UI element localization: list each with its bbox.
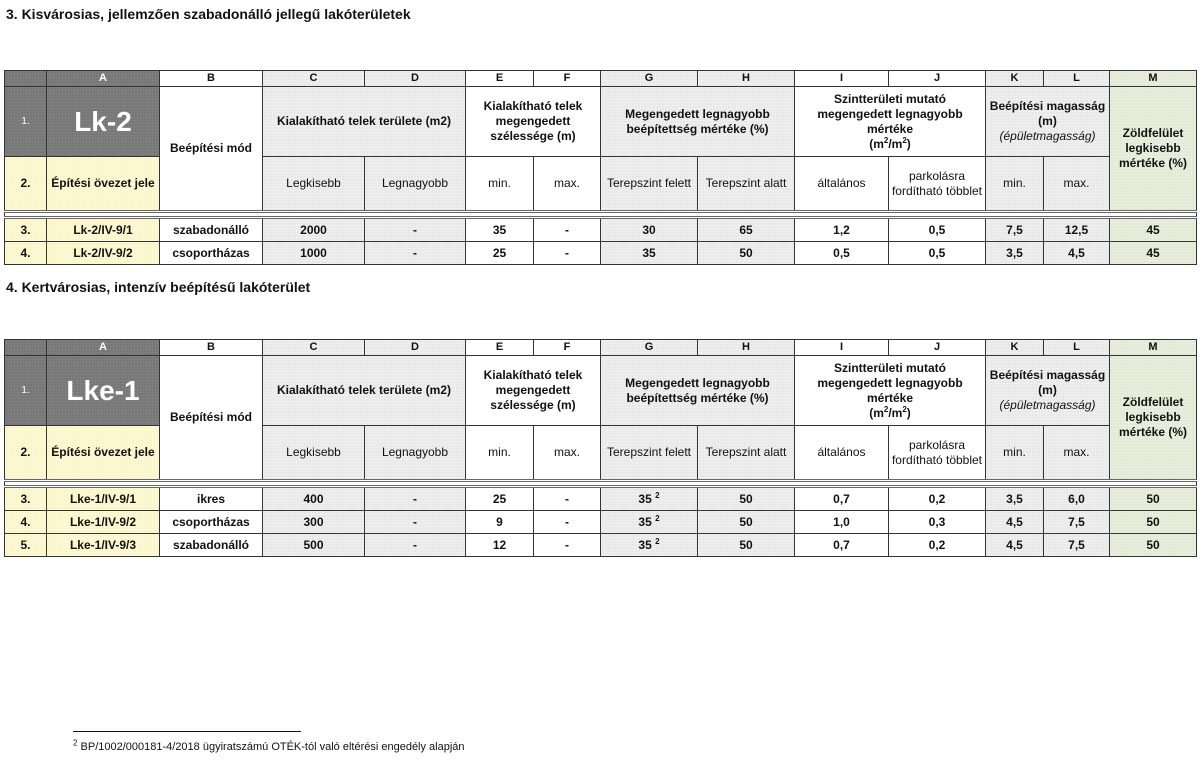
row-number: 3. xyxy=(5,218,47,242)
building-mode: szabadonálló xyxy=(160,218,263,242)
col-letter: D xyxy=(365,340,466,356)
green-area-header: Zöldfelület legkisebb mértéke (%) xyxy=(1110,87,1197,212)
row-number: 1. xyxy=(5,87,47,157)
building-mode-header: Beépítési mód xyxy=(160,356,263,481)
table-row xyxy=(5,534,1197,557)
min-width: 25 xyxy=(466,487,534,511)
sub-header: Terepszint felett xyxy=(601,426,698,481)
max-area: - xyxy=(365,534,466,557)
col-letter: D xyxy=(365,71,466,87)
col-letter: B xyxy=(160,71,263,87)
sub-header: Legkisebb xyxy=(263,426,365,481)
plot-width-header: Kialakítható telek megengedett szélessége (m) xyxy=(466,356,601,426)
coverage-above: 35 xyxy=(601,242,698,265)
zone-id: Lke-1/IV-9/3 xyxy=(47,534,160,557)
sub-header: min. xyxy=(986,426,1044,481)
section-title-lk2: 3. Kisvárosias, jellemzően szabadonálló jellegű lakóterületek xyxy=(6,6,411,22)
row-number: 5. xyxy=(5,534,47,557)
floor-area-header xyxy=(795,87,986,157)
coverage-header: Megengedett legnagyobb beépítettség mértéke (%) xyxy=(601,87,795,157)
col-letter: H xyxy=(698,340,795,356)
col-letter: K xyxy=(986,340,1044,356)
green-min: 50 xyxy=(1110,487,1197,511)
floor-parking: 0,3 xyxy=(889,511,986,534)
height-subtitle: (épületmagasság) xyxy=(999,398,1096,412)
sub-header: Terepszint felett xyxy=(601,157,698,212)
sub-header: min. xyxy=(466,157,534,212)
zone-id: Lke-1/IV-9/2 xyxy=(47,511,160,534)
footnote-text: BP/1002/000181-4/2018 ügyiratszámú OTÉK-tól való eltérési engedély alapján xyxy=(80,741,465,753)
height-title: Beépítési magasság (m) xyxy=(989,99,1106,128)
floor-general: 0,7 xyxy=(795,534,889,557)
regulation-table-lk2 xyxy=(4,70,1197,265)
floor-area-header xyxy=(795,356,986,426)
zone-id: Lk-2/IV-9/1 xyxy=(47,218,160,242)
height-title: Beépítési magasság (m) xyxy=(989,368,1106,397)
min-width: 35 xyxy=(466,218,534,242)
col-letter: F xyxy=(534,340,601,356)
min-width: 12 xyxy=(466,534,534,557)
zone-id: Lke-1/IV-9/1 xyxy=(47,487,160,511)
floor-general: 1,2 xyxy=(795,218,889,242)
col-letter: A xyxy=(47,340,160,356)
height-max: 7,5 xyxy=(1044,511,1110,534)
coverage-header: Megengedett legnagyobb beépítettség mértéke (%) xyxy=(601,356,795,426)
building-mode-header: Beépítési mód xyxy=(160,87,263,212)
floor-area-unit: $(m^2/m^2)$ xyxy=(869,135,911,151)
row-number: 3. xyxy=(5,487,47,511)
min-width: 9 xyxy=(466,511,534,534)
building-mode: csoportházas xyxy=(160,242,263,265)
min-area: 500 xyxy=(263,534,365,557)
height-max: 6,0 xyxy=(1044,487,1110,511)
table-row xyxy=(5,511,1197,534)
plot-area-header: Kialakítható telek területe (m2) xyxy=(263,87,466,157)
table-row xyxy=(5,218,1197,242)
col-letter: F xyxy=(534,71,601,87)
building-mode: szabadonálló xyxy=(160,534,263,557)
col-letter: A xyxy=(47,71,160,87)
floor-area-title: Szintterületi mutató megengedett legnagyobb mértéke xyxy=(817,91,963,136)
sub-header: Legnagyobb xyxy=(365,426,466,481)
height-min: 4,5 xyxy=(986,534,1044,557)
max-area: - xyxy=(365,511,466,534)
plot-width-header: Kialakítható telek megengedett szélessége (m) xyxy=(466,87,601,157)
floor-parking: 0,2 xyxy=(889,487,986,511)
green-min: 50 xyxy=(1110,534,1197,557)
col-letter: C xyxy=(263,340,365,356)
height-max: 12,5 xyxy=(1044,218,1110,242)
min-area: 1000 xyxy=(263,242,365,265)
footnote-ref[interactable]: 2 xyxy=(655,536,660,546)
min-area: 400 xyxy=(263,487,365,511)
col-letter: K xyxy=(986,71,1044,87)
row-number: 2. xyxy=(5,426,47,481)
footnote xyxy=(73,738,465,753)
height-min: 7,5 xyxy=(986,218,1044,242)
height-max: 7,5 xyxy=(1044,534,1110,557)
max-area: - xyxy=(365,218,466,242)
height-subtitle: (épületmagasság) xyxy=(999,129,1096,143)
sub-header: max. xyxy=(534,157,601,212)
max-width: - xyxy=(534,534,601,557)
col-letter: M xyxy=(1110,340,1197,356)
min-area: 2000 xyxy=(263,218,365,242)
sub-header: max. xyxy=(1044,426,1110,481)
sub-header: parkolásra fordítható többlet xyxy=(889,157,986,212)
sub-header: Legnagyobb xyxy=(365,157,466,212)
header-row-1 xyxy=(5,87,1197,157)
sub-header: általános xyxy=(795,426,889,481)
col-letter: E xyxy=(466,71,534,87)
zone-code: Lk-2 xyxy=(47,87,160,157)
zone-label: Építési övezet jele xyxy=(47,157,160,212)
corner-cell xyxy=(5,340,47,356)
floor-area-title: Szintterületi mutató megengedett legnagyobb mértéke xyxy=(817,360,963,405)
building-mode: ikres xyxy=(160,487,263,511)
zone-id: Lk-2/IV-9/2 xyxy=(47,242,160,265)
column-letter-row xyxy=(5,340,1197,356)
plot-area-header: Kialakítható telek területe (m2) xyxy=(263,356,466,426)
floor-area-unit: $(m^2/m^2)$ xyxy=(869,404,911,420)
height-header xyxy=(986,87,1110,157)
col-letter: I xyxy=(795,340,889,356)
height-min: 3,5 xyxy=(986,242,1044,265)
footnote-ref[interactable]: 2 xyxy=(655,490,660,500)
corner-cell xyxy=(5,71,47,87)
max-area: - xyxy=(365,487,466,511)
col-letter: L xyxy=(1044,71,1110,87)
floor-parking: 0,2 xyxy=(889,534,986,557)
col-letter: J xyxy=(889,71,986,87)
row-number: 4. xyxy=(5,511,47,534)
col-letter: G xyxy=(601,71,698,87)
col-letter: B xyxy=(160,340,263,356)
col-letter: E xyxy=(466,340,534,356)
sub-header: általános xyxy=(795,157,889,212)
building-mode: csoportházas xyxy=(160,511,263,534)
coverage-below: 50 xyxy=(698,534,795,557)
max-width: - xyxy=(534,487,601,511)
coverage-above: 35 $^2$ xyxy=(601,534,698,557)
min-width: 25 xyxy=(466,242,534,265)
green-min: 45 xyxy=(1110,218,1197,242)
coverage-below: 50 xyxy=(698,487,795,511)
sub-header: min. xyxy=(466,426,534,481)
section-title-lke1: 4. Kertvárosias, intenzív beépítésű lakóterület xyxy=(6,279,311,295)
col-letter: C xyxy=(263,71,365,87)
sub-header: max. xyxy=(534,426,601,481)
floor-parking: 0,5 xyxy=(889,218,986,242)
green-min: 50 xyxy=(1110,511,1197,534)
sub-header: max. xyxy=(1044,157,1110,212)
coverage-above: 35 $^2$ xyxy=(601,511,698,534)
coverage-above: 30 xyxy=(601,218,698,242)
height-max: 4,5 xyxy=(1044,242,1110,265)
sub-header: Terepszint alatt xyxy=(698,426,795,481)
sub-header: Legkisebb xyxy=(263,157,365,212)
regulation-table-lke1 xyxy=(4,339,1197,557)
sub-header: parkolásra fordítható többlet xyxy=(889,426,986,481)
green-area-header: Zöldfelület legkisebb mértéke (%) xyxy=(1110,356,1197,481)
coverage-above: 35 $^2$ xyxy=(601,487,698,511)
height-min: 4,5 xyxy=(986,511,1044,534)
footnote-ref[interactable]: 2 xyxy=(655,513,660,523)
col-letter: M xyxy=(1110,71,1197,87)
height-header xyxy=(986,356,1110,426)
col-letter: H xyxy=(698,71,795,87)
floor-general: 0,5 xyxy=(795,242,889,265)
row-number: 4. xyxy=(5,242,47,265)
table-row xyxy=(5,242,1197,265)
max-width: - xyxy=(534,218,601,242)
max-width: - xyxy=(534,242,601,265)
sub-header: Terepszint alatt xyxy=(698,157,795,212)
max-area: - xyxy=(365,242,466,265)
coverage-below: 50 xyxy=(698,242,795,265)
floor-general: 1,0 xyxy=(795,511,889,534)
table-row xyxy=(5,487,1197,511)
sub-header: min. xyxy=(986,157,1044,212)
min-area: 300 xyxy=(263,511,365,534)
green-min: 45 xyxy=(1110,242,1197,265)
footnote-mark: 2 xyxy=(73,738,78,748)
footnote-divider xyxy=(73,731,301,732)
coverage-below: 65 xyxy=(698,218,795,242)
height-min: 3,5 xyxy=(986,487,1044,511)
row-number: 1. xyxy=(5,356,47,426)
column-letter-row xyxy=(5,71,1197,87)
col-letter: L xyxy=(1044,340,1110,356)
floor-parking: 0,5 xyxy=(889,242,986,265)
col-letter: I xyxy=(795,71,889,87)
floor-general: 0,7 xyxy=(795,487,889,511)
row-number: 2. xyxy=(5,157,47,212)
header-row-1 xyxy=(5,356,1197,426)
zone-code: Lke-1 xyxy=(47,356,160,426)
max-width: - xyxy=(534,511,601,534)
coverage-below: 50 xyxy=(698,511,795,534)
zone-label: Építési övezet jele xyxy=(47,426,160,481)
col-letter: J xyxy=(889,340,986,356)
col-letter: G xyxy=(601,340,698,356)
